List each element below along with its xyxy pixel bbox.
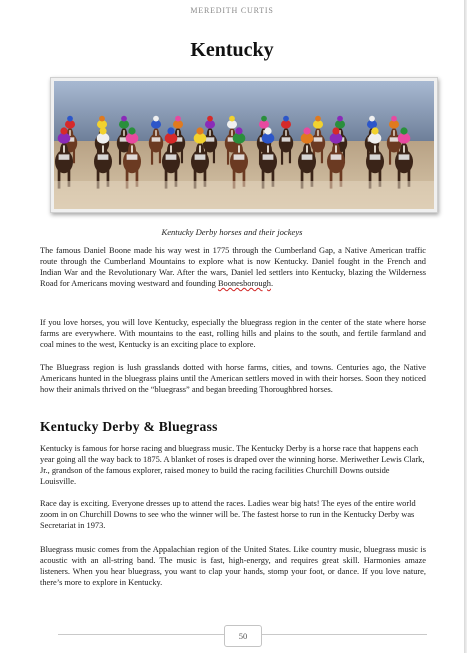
paragraph-text-end: . (270, 279, 274, 288)
running-header-author: MEREDITH CURTIS (190, 6, 274, 15)
paragraph-race-day: Race day is exciting. Everyone dresses up to attend the races. Ladies wear big hats! The eyes of the entire world zoom in on Churchill Downs to see who the winner will be. The fastest horse to run in the Kentucky Derby was Secretariat in 1973. (40, 499, 416, 530)
footer-rule-right (261, 634, 427, 635)
horse-race-image (54, 81, 434, 209)
paragraph-horses: If you love horses, you will love Kentucky, especially the bluegrass region in the center of the state where horse farms are everywhere. With mountains to the east, rolling hills and plains to the south, and fertile farmland and coal mines to the west, Kentucky is an exciting place to explore. (40, 318, 426, 349)
paragraph-derby-intro: Kentucky is famous for horse racing and bluegrass music. The Kentucky Derby is a horse race that happens each year going all the way back to 1875. A blanket of roses is draped over the winning horse. Meriwether Lewis Clark, Jr., grandson of the famous explorer, raised money to build the racing facilities Churchill Downs outside Louisville. (40, 444, 425, 486)
footer-rule-left (58, 634, 224, 635)
paragraph-daniel-boone (40, 245, 426, 289)
derby-photo (50, 77, 438, 213)
section-heading: Kentucky Derby & Bluegrass (40, 419, 218, 434)
paragraph-bluegrass-music: Bluegrass music comes from the Appalachian region of the United States. Like country music, bluegrass music is acoustic with an all-string band. The music is fast, high-energy, and requires great skill. Harmonies amaze listeners. When you hear bluegrass, you want to clap your hands, stomp your foot, or dance. If you love nature, there’s more to explore in Kentucky. (40, 545, 426, 587)
paragraph-bluegrass-region: The Bluegrass region is lush grasslands dotted with horse farms, cities, and towns. Centuries ago, the Native Americans hunted in the bluegrass plains until the American settlers moved in with their horses. Soon they noticed how their animals thrived on the “bluegrass” and began breeding Thoroughbred horses. (40, 363, 426, 394)
page-title: Kentucky (190, 39, 274, 61)
dust-haze (54, 181, 434, 209)
spellcheck-flagged-word: Boonesborough (217, 279, 271, 288)
paragraph-text: The famous Daniel Boone made his way west in 1775 through the Cumberland Gap, a Native American traffic route through the Cumberland Mountains to explore what is now Kentucky. Daniel fought in the French and Indian War and the Revolutionary War. After the wars, Daniel led settlers into Kentucky, blazing the Wilderness Road for Americans moving westward and founding (40, 246, 426, 288)
page-number: 50 (224, 625, 262, 647)
photo-caption: Kentucky Derby horses and their jockeys (161, 227, 303, 237)
